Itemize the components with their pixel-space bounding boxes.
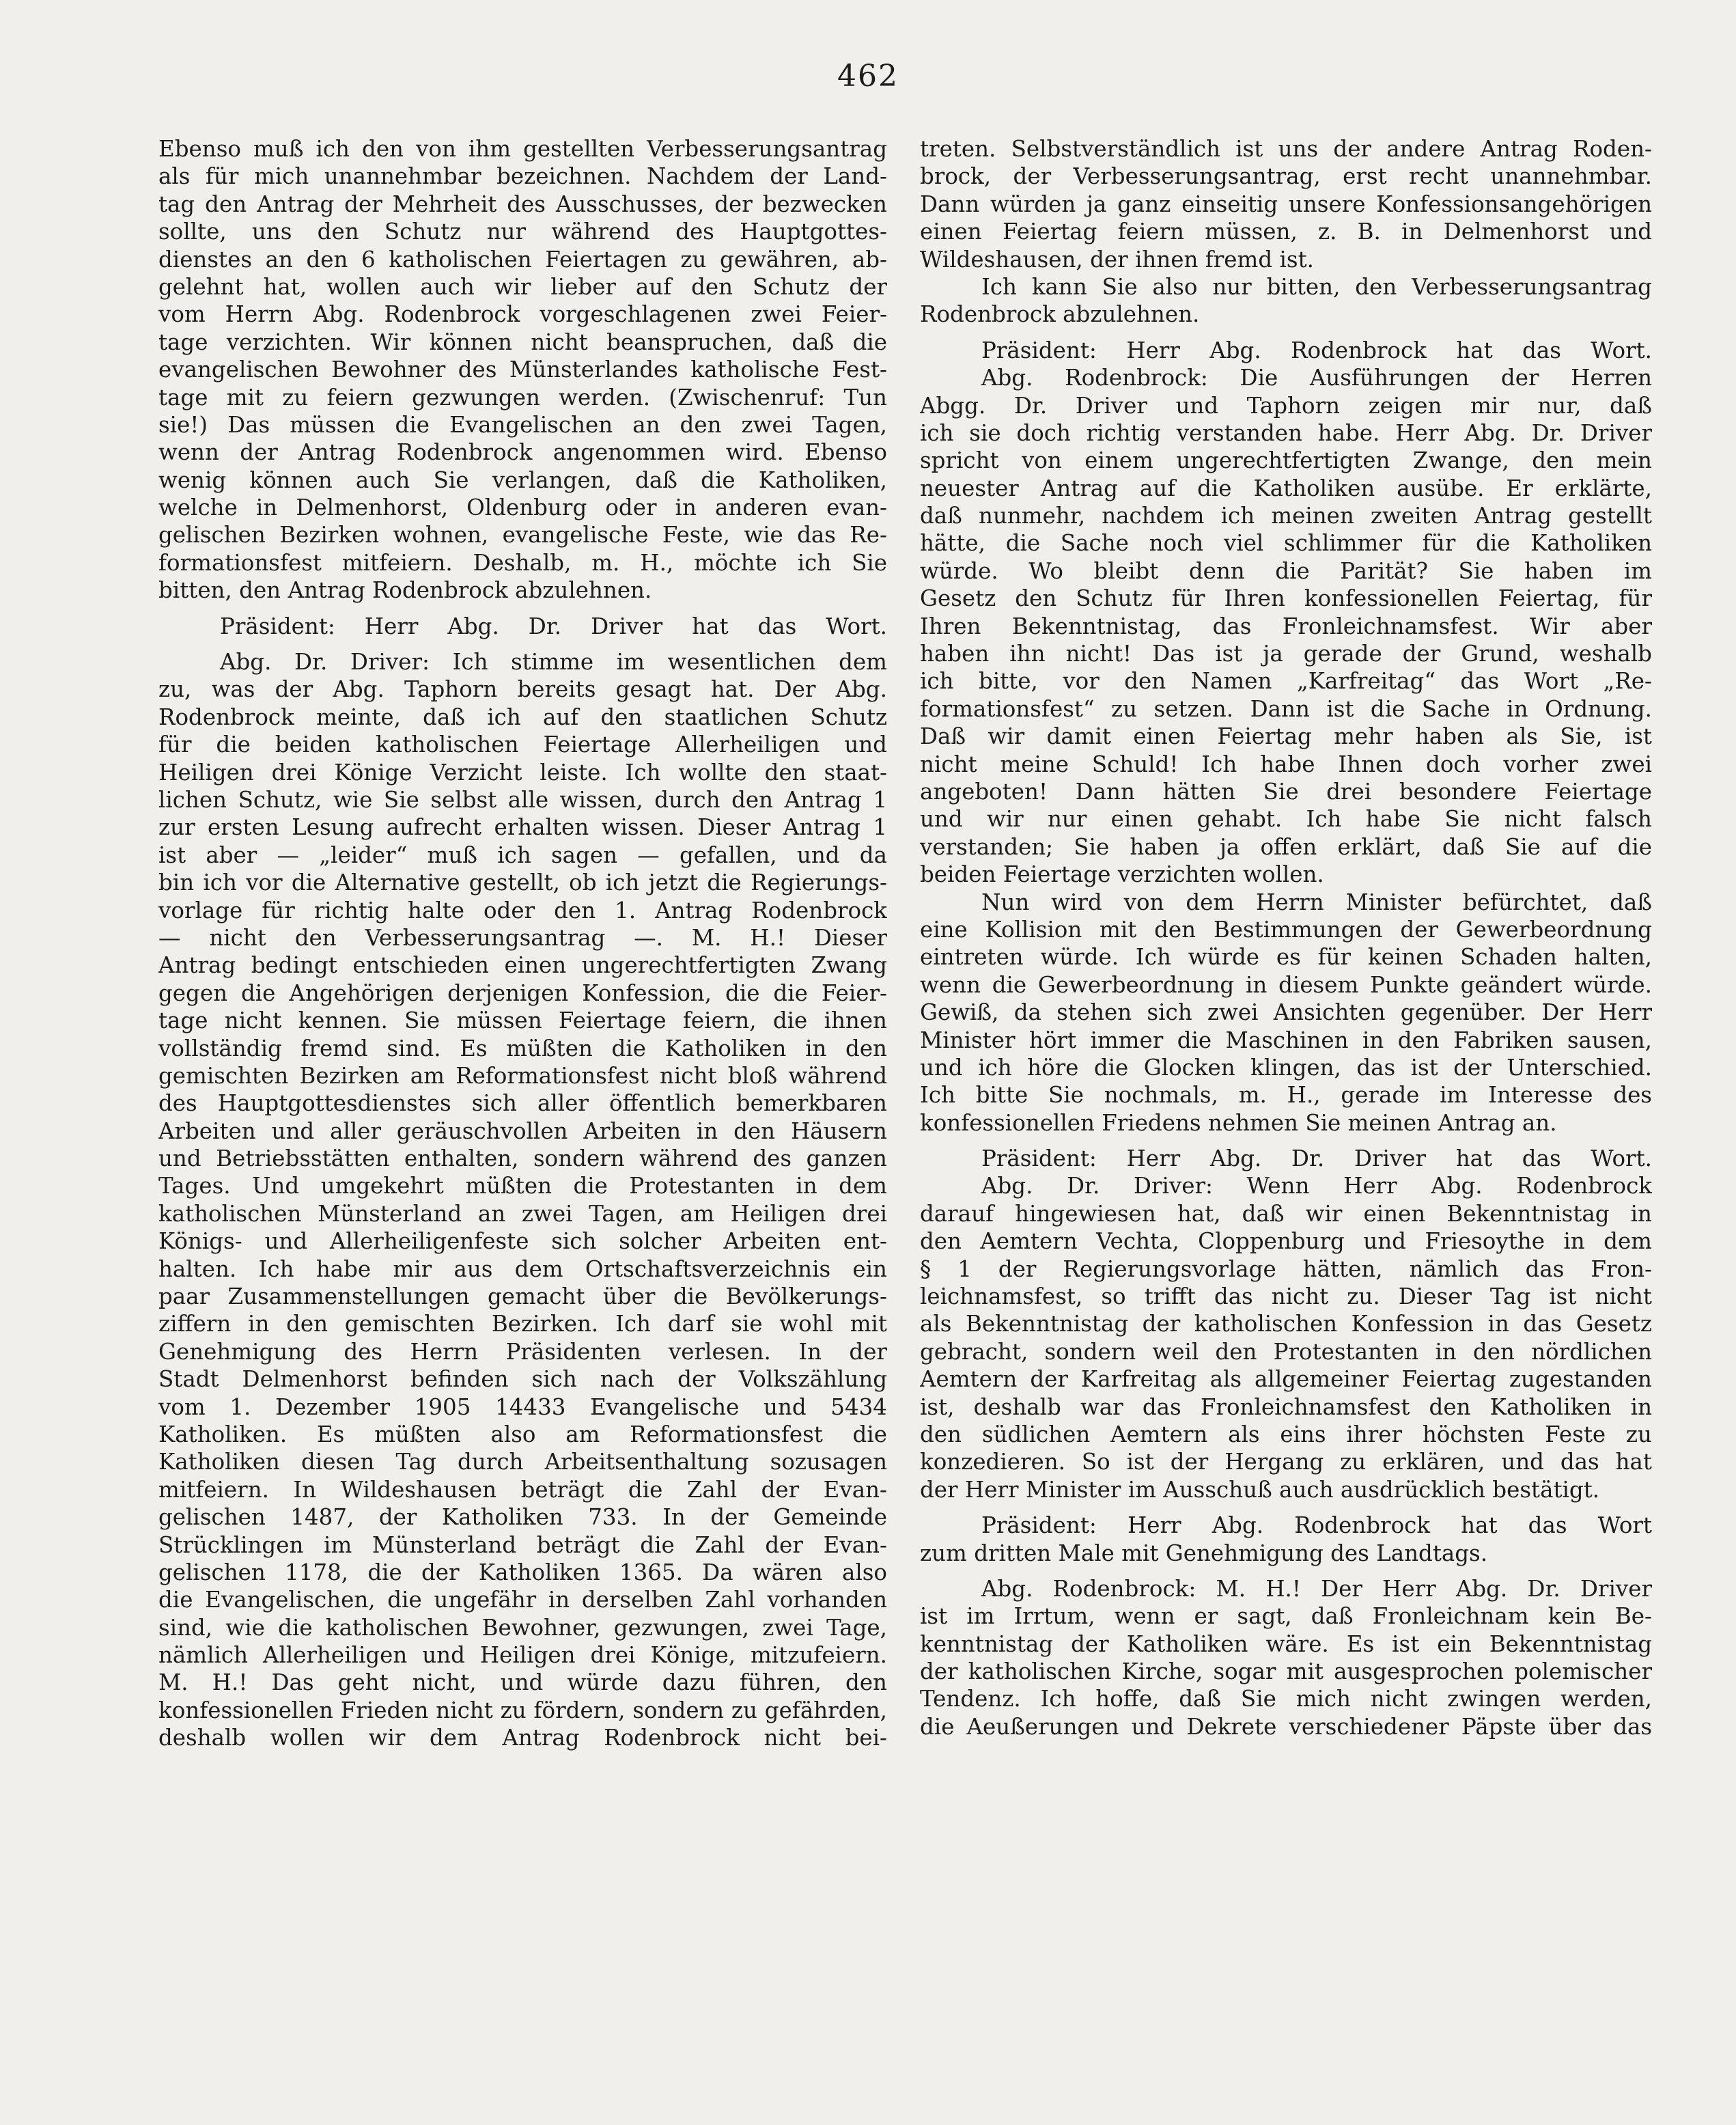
text-line: Rodenbrock abzulehnen.	[920, 301, 1200, 328]
text-line: gelehnt hat, wollen auch wir lieber auf den Schutz der	[158, 273, 887, 300]
text-line: Präsident: Herr Abg. Dr. Driver hat das Wort.	[220, 613, 887, 639]
text-line: formationsfest“ zu setzen. Dann ist die Sache in Ordnung.	[920, 695, 1652, 722]
text-line: ist, deshalb war das Fronleichnamsfest den Katholiken in	[920, 1393, 1652, 1420]
text-line: Stadt Delmenhorst befinden sich nach der Volkszählung	[158, 1366, 887, 1393]
text-line: Ebenso muß ich den von ihm gestellten Verbesserungsantrag	[158, 136, 887, 162]
text-line: einen Feiertag feiern müssen, z. B. in Delmenhorst und	[920, 219, 1652, 245]
text-line: gelischen 1178, die der Katholiken 1365. Da wären also	[158, 1559, 887, 1585]
text-line: gelischen Bezirken wohnen, evangelische Feste, wie das Re-	[158, 522, 887, 548]
text-line: vollständig fremd sind. Es müßten die Katholiken in den	[158, 1035, 887, 1061]
text-line: als für mich unannehmbar bezeichnen. Nachdem der Land-	[158, 163, 887, 190]
text-line: vom Herrn Abg. Rodenbrock vorgeschlagenen zwei Feier-	[158, 301, 887, 328]
text-line: die Aeußerungen und Dekrete verschiedener Päpste über das	[920, 1713, 1652, 1740]
left-column	[158, 135, 887, 1752]
text-line: und wir nur einen gehabt. Ich habe Sie nicht falsch	[920, 806, 1652, 833]
text-line: Abg. Rodenbrock: Die Ausführungen der Herren	[981, 365, 1652, 391]
text-line: und ich höre die Glocken klingen, das ist der Unterschied.	[920, 1054, 1652, 1081]
text-line: welche in Delmenhorst, Oldenburg oder in anderen evan-	[158, 495, 887, 521]
text-line: der katholischen Kirche, sogar mit ausgesprochen polemischer	[920, 1658, 1652, 1685]
text-line: wenn die Gewerbeordnung in diesem Punkte geändert würde.	[920, 971, 1652, 998]
text-line: Strücklingen im Münsterland beträgt die Zahl der Evan-	[158, 1531, 887, 1558]
text-line: Abg. Rodenbrock: M. H.! Der Herr Abg. Dr. Driver	[981, 1575, 1652, 1602]
text-line: eintreten würde. Ich würde es für keinen Schaden halten,	[920, 944, 1652, 971]
text-line: der Herr Minister im Ausschuß auch ausdrücklich bestätigt.	[920, 1476, 1600, 1503]
text-line: ist aber — „leider“ muß ich sagen — gefallen, und da	[158, 842, 887, 868]
text-line: ich sie doch richtig verstanden habe. Herr Abg. Dr. Driver	[920, 419, 1652, 446]
text-line: haben ihn nicht! Das ist ja gerade der Grund, weshalb	[920, 641, 1652, 667]
text-line: spricht von einem ungerechtfertigten Zwange, den mein	[920, 447, 1652, 474]
text-line: wenn der Antrag Rodenbrock angenommen wird. Ebenso	[158, 439, 887, 466]
text-line: sie!) Das müssen die Evangelischen an den zwei Tagen,	[158, 411, 887, 438]
text-line: angeboten! Dann hätten Sie drei besondere Feiertage	[920, 778, 1652, 805]
text-line: vorlage für richtig halte oder den 1. Antrag Rodenbrock	[158, 897, 887, 923]
text-line: Präsident: Herr Abg. Rodenbrock hat das Wort.	[981, 337, 1652, 363]
text-line: beiden Feiertage verzichten wollen.	[920, 861, 1324, 888]
text-line: nicht meine Schuld! Ich habe Ihnen doch vorher zwei	[920, 751, 1652, 777]
text-line: bitten, den Antrag Rodenbrock abzulehnen.	[158, 577, 652, 604]
text-line: Antrag bedingt entschieden einen ungerechtfertigten Zwang	[158, 952, 887, 979]
text-line: Wildeshausen, der ihnen fremd ist.	[920, 246, 1314, 273]
text-line: halten. Ich habe mir aus dem Ortschaftsverzeichnis ein	[158, 1255, 887, 1282]
text-line: Präsident: Herr Abg. Dr. Driver hat das Wort.	[981, 1145, 1652, 1172]
text-line: Genehmigung des Herrn Präsidenten verlesen. In der	[158, 1338, 887, 1365]
text-line: darauf hingewiesen hat, daß wir einen Bekenntnistag in	[920, 1200, 1652, 1227]
text-line: bin ich vor die Alternative gestellt, ob ich jetzt die Regierungs-	[158, 870, 887, 896]
text-line: paar Zusammenstellungen gemacht über die Bevölkerungs-	[158, 1283, 887, 1310]
text-line: sollte, uns den Schutz nur während des Hauptgottes-	[158, 219, 887, 245]
text-line: konfessionellen Frieden nicht zu fördern, sondern zu gefährden,	[158, 1697, 887, 1723]
text-line: Abg. Dr. Driver: Wenn Herr Abg. Rodenbrock	[981, 1173, 1652, 1199]
text-line: Nun wird von dem Herrn Minister befürchtet, daß	[981, 889, 1652, 915]
text-line: nämlich Allerheiligen und Heiligen drei Könige, mitzufeiern.	[158, 1642, 887, 1669]
text-line: tag den Antrag der Mehrheit des Ausschusses, der bezwecken	[158, 191, 887, 217]
text-line: als Bekenntnistag der katholischen Konfession in das Gesetz	[920, 1311, 1652, 1337]
text-line: gebracht, sondern weil den Protestanten in den nördlichen	[920, 1338, 1652, 1365]
text-line: ziffern in den gemischten Bezirken. Ich darf sie wohl mit	[158, 1311, 887, 1337]
text-line: tage verzichten. Wir können nicht beanspruchen, daß die	[158, 329, 887, 355]
text-line: kenntnistag der Katholiken wäre. Es ist ein Bekenntnistag	[920, 1630, 1652, 1657]
text-line: dienstes an den 6 katholischen Feiertagen zu gewähren, ab-	[158, 246, 887, 273]
text-line: Königs- und Allerheiligenfeste sich solcher Arbeiten ent-	[158, 1228, 887, 1255]
text-line: Katholiken diesen Tag durch Arbeitsenthaltung sozusagen	[158, 1449, 887, 1475]
text-line: zur ersten Lesung aufrecht erhalten wissen. Dieser Antrag 1	[158, 814, 887, 841]
text-line: den Aemtern Vechta, Cloppenburg und Friesoythe in dem	[920, 1228, 1652, 1255]
text-line: Daß wir damit einen Feiertag mehr haben als Sie, ist	[920, 723, 1652, 750]
text-line: lichen Schutz, wie Sie selbst alle wissen, durch den Antrag 1	[158, 786, 887, 813]
text-line: Katholiken. Es müßten also am Reformationsfest die	[158, 1421, 887, 1447]
text-line: Abgg. Dr. Driver und Taphorn zeigen mir nur, daß	[920, 392, 1652, 419]
text-line: hätte, die Sache noch viel schlimmer für die Katholiken	[920, 530, 1652, 557]
text-line: Gewiß, da stehen sich zwei Ansichten gegenüber. Der Herr	[920, 999, 1652, 1026]
text-line: ist im Irrtum, wenn er sagt, daß Fronleichnam kein Be-	[920, 1603, 1652, 1630]
text-line: deshalb wollen wir dem Antrag Rodenbrock nicht bei-	[158, 1725, 887, 1751]
text-line: zum dritten Male mit Genehmigung des Landtags.	[920, 1540, 1488, 1566]
text-line: mitfeiern. In Wildeshausen beträgt die Zahl der Evan-	[158, 1476, 887, 1503]
text-line: und Betriebsstätten enthalten, sondern während des ganzen	[158, 1145, 887, 1172]
text-line: verstanden; Sie haben ja offen erklärt, daß Sie auf die	[920, 833, 1652, 860]
text-line: — nicht den Verbesserungsantrag —. M. H.! Dieser	[158, 924, 887, 951]
text-line: wenig können auch Sie verlangen, daß die Katholiken,	[158, 467, 887, 493]
text-line: gegen die Angehörigen derjenigen Konfession, die die Feier-	[158, 980, 887, 1006]
text-line: formationsfest mitfeiern. Deshalb, m. H., möchte ich Sie	[158, 549, 887, 576]
text-line: zu, was der Abg. Taphorn bereits gesagt hat. Der Abg.	[158, 676, 887, 703]
text-line: Heiligen drei Könige Verzicht leiste. Ich wollte den staat-	[158, 759, 887, 786]
right-column	[920, 135, 1652, 1740]
text-line: daß nunmehr, nachdem ich meinen zweiten Antrag gestellt	[920, 503, 1652, 529]
text-line: treten. Selbstverständlich ist uns der andere Antrag Roden-	[920, 136, 1652, 162]
text-line: Tendenz. Ich hoffe, daß Sie mich nicht zwingen werden,	[920, 1686, 1652, 1712]
text-line: sind, wie die katholischen Bewohner, gezwungen, zwei Tage,	[158, 1614, 887, 1641]
text-line: Rodenbrock meinte, daß ich auf den staatlichen Schutz	[158, 704, 887, 730]
text-line: brock, der Verbesserungsantrag, erst recht unannehmbar.	[920, 163, 1652, 190]
text-line: evangelischen Bewohner des Münsterlandes katholische Fest-	[158, 357, 887, 383]
text-line: Ihren Bekenntnistag, das Fronleichnamsfest. Wir aber	[920, 613, 1652, 639]
text-line: Dann würden ja ganz einseitig unsere Konfessionsangehörigen	[920, 191, 1652, 217]
text-line: neuester Antrag auf die Katholiken ausübe. Er erklärte,	[920, 475, 1652, 501]
text-line: vom 1. Dezember 1905 14433 Evangelische und 5434	[158, 1393, 887, 1420]
text-line: tage mit zu feiern gezwungen werden. (Zwischenruf: Tun	[158, 384, 887, 411]
text-line: Minister hört immer die Maschinen in den Fabriken sausen,	[920, 1027, 1652, 1053]
text-line: die Evangelischen, die ungefähr in derselben Zahl vorhanden	[158, 1587, 887, 1613]
text-line: konfessionellen Friedens nehmen Sie meinen Antrag an.	[920, 1109, 1557, 1136]
text-line: würde. Wo bleibt denn die Parität? Sie haben im	[920, 557, 1652, 584]
text-line: katholischen Münsterland an zwei Tagen, am Heiligen drei	[158, 1200, 887, 1227]
text-line: gemischten Bezirken am Reformationsfest nicht bloß während	[158, 1062, 887, 1089]
text-line: Präsident: Herr Abg. Rodenbrock hat das Wort	[981, 1512, 1652, 1539]
text-line: § 1 der Regierungsvorlage hätten, nämlich das Fron-	[920, 1255, 1652, 1282]
text-line: Abg. Dr. Driver: Ich stimme im wesentlichen dem	[220, 649, 887, 676]
text-line: konzedieren. So ist der Hergang zu erklären, und das hat	[920, 1449, 1652, 1475]
text-line: gelischen 1487, der Katholiken 733. In der Gemeinde	[158, 1504, 887, 1531]
text-line: Ich kann Sie also nur bitten, den Verbesserungsantrag	[981, 273, 1652, 300]
text-line: Aemtern der Karfreitag als allgemeiner Feiertag zugestanden	[920, 1366, 1652, 1393]
page-number: 462	[837, 59, 899, 94]
text-line: eine Kollision mit den Bestimmungen der Gewerbeordnung	[920, 916, 1652, 943]
text-line: des Hauptgottesdienstes sich aller öffentlich bemerkbaren	[158, 1090, 887, 1117]
text-line: tage nicht kennen. Sie müssen Feiertage feiern, die ihnen	[158, 1008, 887, 1034]
text-line: den südlichen Aemtern als eins ihrer höchsten Feste zu	[920, 1421, 1652, 1447]
text-line: Ich bitte Sie nochmals, m. H., gerade im Interesse des	[920, 1082, 1652, 1109]
text-line: M. H.! Das geht nicht, und würde dazu führen, den	[158, 1669, 887, 1696]
text-line: Arbeiten und aller geräuschvollen Arbeiten in den Häusern	[158, 1117, 887, 1144]
text-line: ich bitte, vor den Namen „Karfreitag“ das Wort „Re-	[920, 668, 1652, 695]
text-line: Tages. Und umgekehrt müßten die Protestanten in dem	[158, 1173, 887, 1199]
text-line: leichnamsfest, so trifft das nicht zu. Dieser Tag ist nicht	[920, 1283, 1652, 1310]
text-line: für die beiden katholischen Feiertage Allerheiligen und	[158, 732, 887, 758]
text-line: Gesetz den Schutz für Ihren konfessionellen Feiertag, für	[920, 585, 1652, 612]
